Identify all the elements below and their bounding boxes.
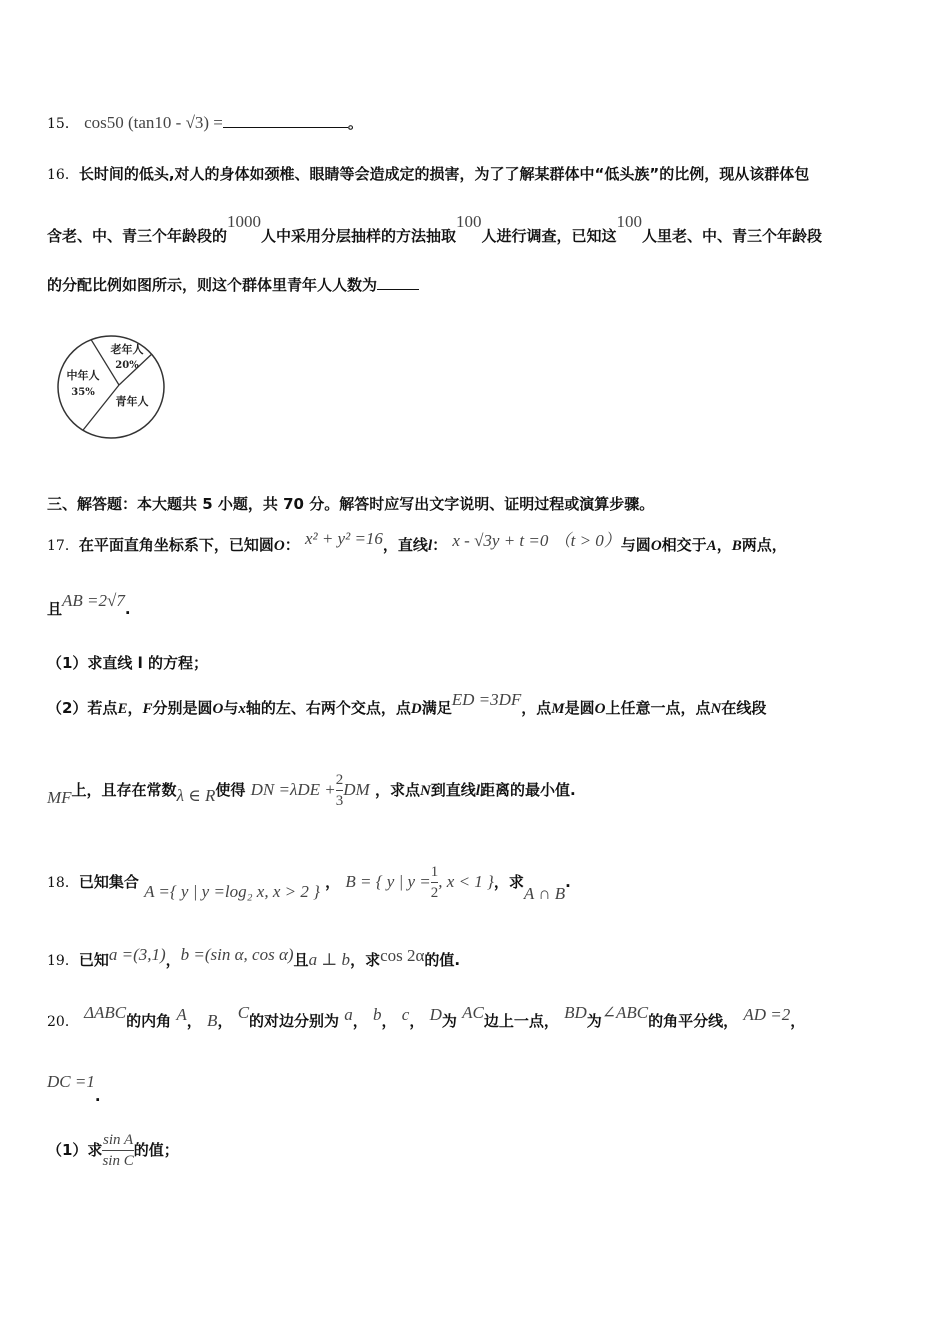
q20-text-1: 的内角 [126, 1012, 172, 1030]
q17-N2: N [419, 783, 431, 799]
q17-text-1: 在平面直角坐标系下，已知圆 [78, 536, 274, 554]
q20-c3: ， [352, 1012, 368, 1030]
q16-text-2a: 含老、中、青三个年龄段的 [47, 227, 228, 245]
q20-line1 [47, 1003, 806, 1031]
slice-value-old: 20% [115, 360, 139, 371]
q20-text-5: 为 [586, 1012, 602, 1030]
q17-l: l [427, 538, 433, 554]
q19-line [47, 945, 461, 970]
q17-text-2: ，直线 [382, 536, 428, 554]
q20-c1: ， [186, 1012, 202, 1030]
q20-c5: ， [409, 1012, 425, 1030]
q17-l2: l [475, 783, 480, 799]
q19-cos: cos 2α [380, 946, 425, 965]
q17-M: M [551, 701, 565, 717]
q17-qie: 且 [47, 600, 63, 618]
q17-O: O [273, 538, 285, 554]
q17-p2a: （2）若点 [47, 699, 118, 717]
q18-set-B-left: B = { y | y = [345, 872, 431, 891]
q18-frac-num: 1 [430, 864, 439, 880]
q17-N: N [710, 701, 722, 717]
q17-dot: . [124, 600, 131, 618]
q18-dot: . [565, 873, 571, 891]
q18-set-A: A ={ y | y =log₂ x, x > 2 } [144, 882, 320, 901]
q15-line [47, 112, 363, 133]
q17-x: x [238, 701, 246, 717]
q17-mf: MF [47, 788, 72, 807]
q20-text-6: 的角平分线， [648, 1012, 739, 1030]
q17-p3a: 上，且存在常数 [71, 781, 177, 799]
q20-dc-eq: DC =1 [47, 1072, 95, 1091]
q17-F: F [142, 701, 153, 717]
q17-text-4: 相交于 [661, 536, 707, 554]
slice-label-middle: 中年人 [66, 369, 100, 382]
q18-result: A ∩ B [523, 884, 566, 903]
q17-part2-line2 [47, 770, 576, 811]
q15-answer-blank [223, 127, 348, 128]
q17-p2c: 分别是圆 [152, 699, 213, 717]
q20-p1a: （1）求 [47, 1141, 103, 1159]
q16-text-3: 的分配比例如图所示，则这个群体里青年人人数为 [47, 276, 378, 294]
q17-number: 17． [47, 538, 79, 554]
q20-D: D [429, 1005, 442, 1024]
q17-O3: O [212, 701, 224, 717]
q19-text-1: 已知 [78, 951, 109, 969]
q20-b: b [373, 1005, 382, 1024]
q16-text-2d: 人里老、中、青三个年龄段 [642, 227, 823, 245]
q17-p3e: 距离的最小值. [479, 781, 576, 799]
q18-text-2: ，求 [493, 873, 524, 891]
q19-vec-b: b =(sin α, cos α) [180, 945, 294, 964]
q19-text-2: 且 [293, 951, 309, 969]
q16-line3 [47, 274, 419, 295]
q17-line2 [47, 591, 131, 619]
q17-p3c: ，求点 [374, 781, 420, 799]
q20-AC: AC [462, 1003, 484, 1022]
q17-p2j: 在线段 [721, 699, 767, 717]
q19-number: 19． [47, 953, 79, 969]
q17-colon2: ： [432, 536, 448, 554]
q18-sep: ， [325, 873, 341, 891]
q17-E: E [117, 701, 128, 717]
q20-C: C [237, 1003, 250, 1022]
q17-frac-num: 2 [335, 772, 344, 788]
q20-a: a [344, 1005, 353, 1024]
q19-sep: ， [165, 951, 181, 969]
q17-p2h: 是圆 [564, 699, 595, 717]
q17-p2g: ，点 [521, 699, 552, 717]
q17-O4: O [594, 701, 606, 717]
q17-colon: ： [284, 536, 300, 554]
q20-frac-num: sin A [102, 1132, 134, 1148]
q16-number: 16． [47, 167, 79, 183]
q20-text-2: 的对边分别为 [249, 1012, 340, 1030]
q18-number: 18． [47, 875, 79, 891]
q19-text-3: ，求 [350, 951, 381, 969]
q20-B: B [207, 1011, 218, 1030]
q17-p3d: 到直线 [430, 781, 476, 799]
q17-ed-eq: ED =3DF [451, 690, 522, 709]
q19-perp: a ⊥ b [308, 950, 351, 969]
slice-label-young: 青年人 [115, 395, 149, 408]
q17-dm: DM [343, 780, 370, 799]
q16-line2 [47, 212, 823, 246]
q19-text-4: 的值. [424, 951, 461, 969]
q17-comma: ， [716, 536, 732, 554]
q16-text-2b: 人中采用分层抽样的方法抽取 [261, 227, 457, 245]
q18-text-1: 已知集合 [78, 873, 139, 891]
q17-p2e: 轴的左、右两个交点，点 [245, 699, 411, 717]
q20-A: A [176, 1005, 187, 1024]
q16-number-100a: 100 [456, 212, 482, 231]
q17-frac-den: 3 [336, 790, 344, 811]
q17-A: A [706, 538, 717, 554]
q17-text-5: 两点， [741, 536, 787, 554]
q20-BD: BD [564, 1003, 587, 1022]
q17-p2f: 满足 [421, 699, 452, 717]
q19-vec-a: a =(3,1) [108, 945, 166, 964]
q18-line [47, 862, 571, 903]
q17-O2: O [650, 538, 662, 554]
q15-number: 15． [47, 116, 79, 132]
q17-condition: （t > 0） [553, 531, 621, 550]
q20-angle: ∠ABC [601, 1003, 649, 1022]
q20-c2: ， [217, 1012, 233, 1030]
q20-frac-den: sin C [102, 1150, 133, 1171]
q16-answer-blank [377, 289, 419, 290]
q17-dn-eq: DN =λDE + [250, 780, 336, 799]
q16-number-1000: 1000 [227, 212, 262, 231]
age-pie-chart [55, 333, 167, 441]
q17-line1 [47, 530, 787, 555]
q17-text-3: 与圆 [620, 536, 651, 554]
q20-c6: ， [790, 1012, 806, 1030]
q18-frac-den: 2 [431, 882, 439, 903]
q20-line2 [47, 1072, 101, 1105]
slice-label-old: 老年人 [110, 343, 144, 356]
slice-value-middle: 35% [71, 387, 95, 398]
q20-p1b: 的值； [133, 1141, 179, 1159]
q17-p3b: 使得 [215, 781, 246, 799]
q17-p2b: ， [127, 699, 143, 717]
q17-line-eq: x - √3y + t =0 [452, 531, 549, 550]
q16-number-100b: 100 [616, 212, 643, 231]
q20-triangle: ΔABC [84, 1003, 127, 1022]
q20-c: c [401, 1005, 410, 1024]
q20-dot: . [94, 1087, 101, 1105]
q18-set-B-right: , x < 1 } [438, 872, 494, 891]
q17-D: D [410, 701, 422, 717]
q20-c4: ， [381, 1012, 397, 1030]
q20-text-4: 边上一点， [483, 1012, 559, 1030]
q15-expression: cos50 (tan10 - √3) = [84, 113, 223, 132]
q20-part1 [47, 1130, 179, 1171]
q20-number: 20． [47, 1014, 79, 1030]
q20-text-3: 为 [441, 1012, 457, 1030]
section-3-heading: 三、解答题：本大题共 5 小题，共 70 分。解答时应写出文字说明、证明过程或演算步骤。 [47, 495, 655, 513]
q16-text-2c: 人进行调查，已知这 [481, 227, 617, 245]
q17-p2i: 上任意一点，点 [605, 699, 711, 717]
q15-end: 。 [347, 114, 363, 132]
q17-part2-line1 [47, 690, 767, 718]
q16-text-1: 长时间的低头,对人的身体如颈椎、眼睛等会造成定的损害，为了了解某群体中“低头族”的比例，现从该群体包 [78, 165, 810, 183]
q16-line1 [47, 163, 809, 184]
q17-lambda: λ ∈ R [176, 786, 216, 805]
q20-ad-eq: AD =2 [743, 1005, 791, 1024]
q17-circle-eq: x² + y² =16 [304, 529, 383, 548]
q17-B: B [731, 538, 742, 554]
q20-fraction [102, 1130, 133, 1171]
q17-part1: （1）求直线 l 的方程； [47, 654, 209, 672]
q17-p2d: 与 [223, 699, 239, 717]
q17-ab-eq: AB =2√7 [62, 591, 125, 610]
